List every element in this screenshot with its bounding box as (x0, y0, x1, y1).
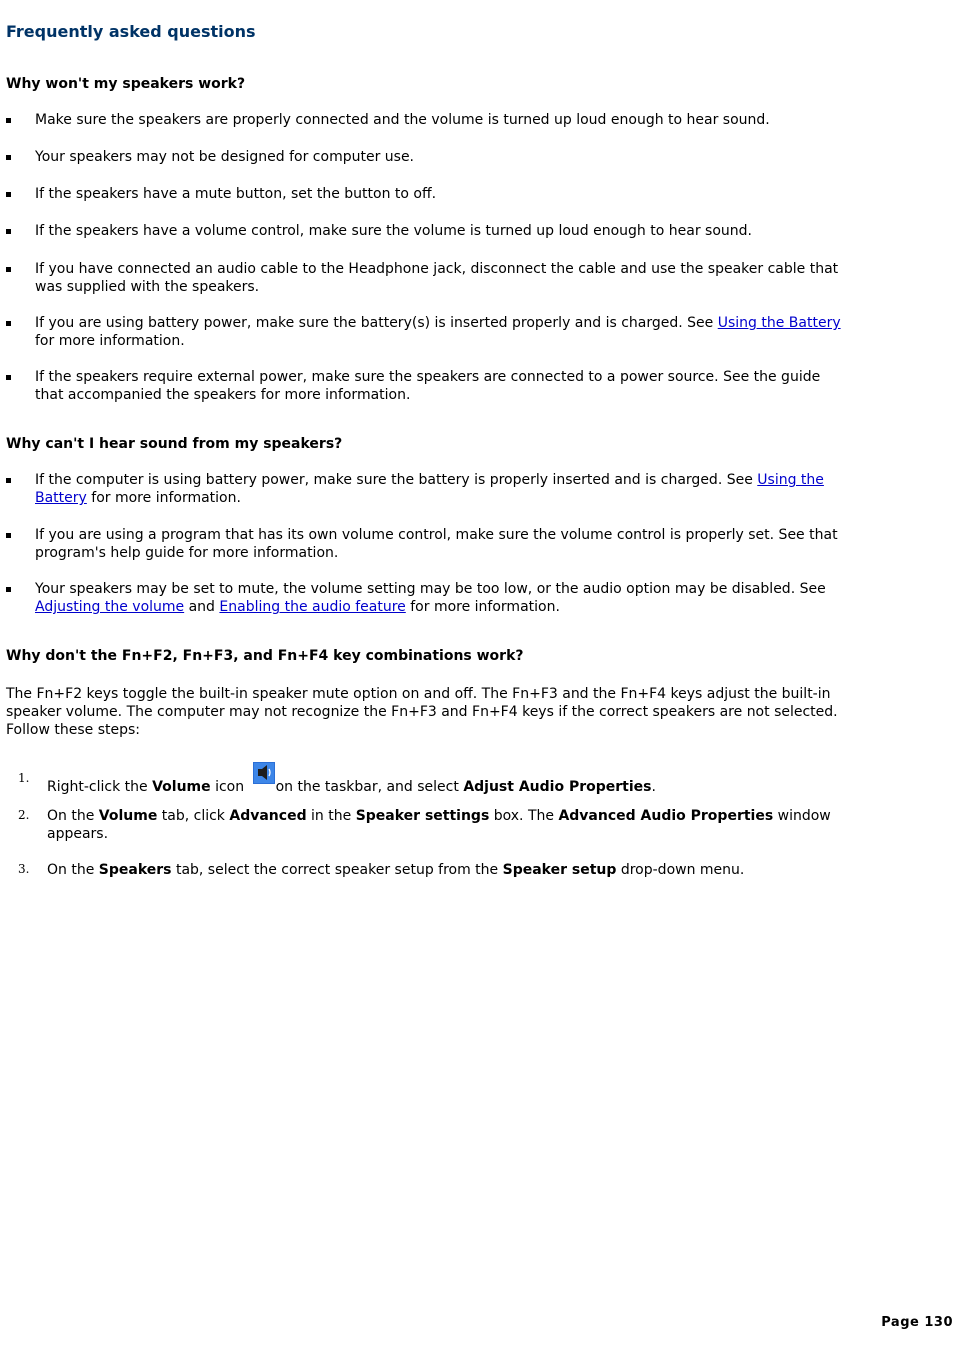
list-item-text: If the speakers have a volume control, make sure the volume is turned up loud enough to hear sound. (35, 223, 752, 239)
list-item-text (35, 260, 915, 296)
text-run: If you are using battery power, make sure the battery(s) is inserted properly and is charged. See (35, 315, 718, 331)
page-number: Page 130 (881, 1315, 953, 1330)
step-text (47, 770, 877, 796)
step-number: 1. (18, 771, 30, 785)
list-item-text: Your speakers may not be designed for computer use. (35, 149, 415, 165)
link-using-the-battery-part2[interactable]: Battery (35, 490, 87, 506)
text-line: that accompanied the speakers for more information. (35, 387, 411, 403)
text-run: on the taskbar, and select (275, 779, 464, 795)
text-run: If the computer is using battery power, make sure the battery is properly inserted and is charged. See (35, 472, 758, 488)
text-run: appears. (47, 826, 109, 842)
speaker-volume-icon (253, 762, 275, 784)
step-number: 3. (18, 862, 30, 876)
section-heading-speakers-not-working: Why won't my speakers work? (6, 76, 246, 92)
step-number: 2. (18, 808, 30, 822)
text-line: If the speakers require external power, make sure the speakers are connected to a power source. See the guide (35, 369, 821, 385)
text-line: program's help guide for more information. (35, 545, 339, 561)
bold-term: Speaker setup (502, 862, 617, 878)
text-run: Right-click the (47, 779, 153, 795)
text-run: for more information. (86, 490, 241, 506)
text-run: and (184, 599, 220, 615)
bold-term: Advanced Audio Properties (558, 808, 774, 824)
bullet-icon (6, 321, 11, 326)
text-run: for more information. (405, 599, 560, 615)
text-line: speaker volume. The computer may not recognize the Fn+F3 and Fn+F4 keys if the correct speakers are not selected. (6, 704, 838, 720)
bold-term: Volume (152, 779, 211, 795)
text-line: If you are using a program that has its own volume control, make sure the volume control is properly set. See that (35, 527, 838, 543)
intro-paragraph (6, 685, 906, 739)
text-run: in the (306, 808, 356, 824)
bold-term: Speaker settings (355, 808, 490, 824)
link-using-the-battery[interactable]: Using the Battery (717, 315, 841, 331)
text-run: . (651, 779, 656, 795)
bullet-icon (6, 155, 11, 160)
link-adjusting-the-volume[interactable]: Adjusting the volume (35, 599, 185, 615)
text-line: The Fn+F2 keys toggle the built-in speaker mute option on and off. The Fn+F3 and the Fn+F4 keys adjust the built-in (6, 686, 831, 702)
list-item-text (35, 580, 915, 616)
list-item-text (35, 314, 915, 350)
link-using-the-battery-part1[interactable]: Using the (757, 472, 824, 488)
text-line: Follow these steps: (6, 722, 140, 738)
bold-term: Adjust Audio Properties (463, 779, 652, 795)
text-run: On the (47, 808, 99, 824)
text-run: for more information. (35, 333, 185, 349)
bullet-icon (6, 478, 11, 483)
link-enabling-the-audio-feature[interactable]: Enabling the audio feature (219, 599, 406, 615)
bold-term: Speakers (98, 862, 172, 878)
text-run: drop-down menu. (616, 862, 745, 878)
text-run: window (773, 808, 831, 824)
step-text (47, 807, 877, 843)
text-run: box. The (489, 808, 559, 824)
bullet-icon (6, 533, 11, 538)
text-line: was supplied with the speakers. (35, 279, 260, 295)
bold-term: Volume (98, 808, 158, 824)
text-run: On the (47, 862, 99, 878)
bullet-icon (6, 267, 11, 272)
bold-term: Advanced (229, 808, 307, 824)
text-run: icon (210, 779, 249, 795)
bullet-icon (6, 587, 11, 592)
step-text (47, 861, 877, 879)
page-title: Frequently asked questions (6, 22, 256, 41)
text-run: tab, select the correct speaker setup from the (171, 862, 503, 878)
list-item-text (35, 368, 915, 404)
list-item-text: If the speakers have a mute button, set the button to off. (35, 186, 437, 202)
section-heading-no-sound: Why can't I hear sound from my speakers? (6, 436, 343, 452)
text-run: tab, click (157, 808, 230, 824)
bullet-icon (6, 375, 11, 380)
list-item-text (35, 526, 915, 562)
bullet-icon (6, 192, 11, 197)
text-line: If you have connected an audio cable to the Headphone jack, disconnect the cable and use the speaker cable that (35, 261, 839, 277)
list-item-text (35, 471, 915, 507)
section-heading-fn-keys: Why don't the Fn+F2, Fn+F3, and Fn+F4 key combinations work? (6, 648, 524, 664)
list-item-text: Make sure the speakers are properly connected and the volume is turned up loud enough to hear sound. (35, 112, 770, 128)
bullet-icon (6, 229, 11, 234)
bullet-icon (6, 118, 11, 123)
text-run: Your speakers may be set to mute, the volume setting may be too low, or the audio option may be disabled. See (35, 581, 826, 597)
